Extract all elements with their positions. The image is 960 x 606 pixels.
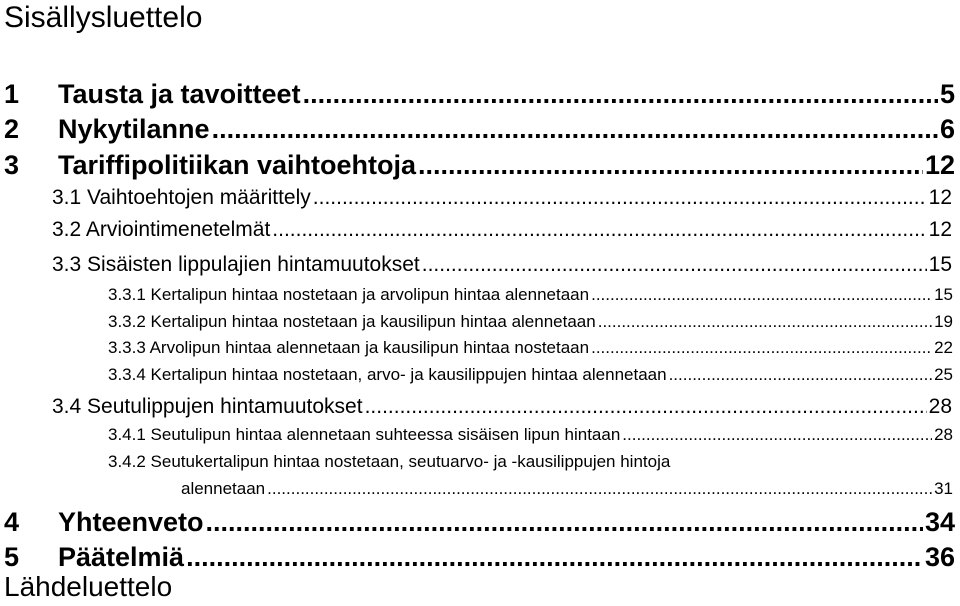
toc-label-continued: alennetaan xyxy=(181,479,266,498)
toc-number: 1 xyxy=(4,79,20,109)
toc-entry-3-3-2[interactable] xyxy=(108,310,953,334)
toc-leader xyxy=(303,77,938,111)
toc-entry-3-3-1[interactable] xyxy=(108,283,953,307)
toc-page: 6 xyxy=(939,114,955,144)
toc-number: 4 xyxy=(4,507,20,537)
toc-page: 22 xyxy=(934,338,953,357)
toc-number: 2 xyxy=(4,114,20,144)
toc-leader xyxy=(418,148,923,182)
toc-label: 3.1 Vaihtoehtojen määrittely xyxy=(52,186,311,209)
toc-entry-3-4-2-line1[interactable] xyxy=(108,450,953,474)
toc-label: 3.2 Arviointimenetelmät xyxy=(52,218,271,241)
toc-leader xyxy=(591,336,932,360)
toc-leader xyxy=(622,423,932,447)
toc-page: 34 xyxy=(924,507,955,537)
toc-page: 36 xyxy=(924,542,955,572)
toc-page: 31 xyxy=(934,479,953,498)
toc-number: 5 xyxy=(4,542,20,572)
toc-page: 28 xyxy=(928,395,952,418)
toc-label: 3.3.4 Kertalipun hintaa nostetaan, arvo- ja kausilippujen hintaa alennetaan xyxy=(108,365,667,384)
toc-entry-1[interactable] xyxy=(4,77,955,111)
toc-leader xyxy=(365,393,927,421)
toc-leader xyxy=(186,540,923,574)
toc-page: 15 xyxy=(928,253,952,276)
toc-label: 3.4.2 Seutukertalipun hintaa nostetaan, seutuarvo- ja -kausilippujen hintoja xyxy=(108,452,671,471)
toc-page: 12 xyxy=(928,186,952,209)
toc-label: 3.4.1 Seutulipun hintaa alennetaan suhteessa sisäisen lipun hintaan xyxy=(108,425,621,444)
toc-leader xyxy=(422,251,927,279)
toc-leader xyxy=(669,363,933,387)
toc-page: 25 xyxy=(934,365,953,384)
toc-entry-3[interactable] xyxy=(4,148,955,182)
toc-leader xyxy=(598,310,932,334)
toc-entry-4[interactable] xyxy=(4,505,955,539)
toc-entry-3-4-1[interactable] xyxy=(108,423,953,447)
toc-leader xyxy=(267,477,932,501)
page-title: Sisällysluettelo xyxy=(4,1,203,34)
toc-label: Päätelmiä xyxy=(58,542,185,572)
toc-entry-3-3[interactable] xyxy=(52,251,952,279)
toc-page: 12 xyxy=(924,150,955,180)
toc-leader xyxy=(591,283,932,307)
toc-leader xyxy=(212,112,938,146)
toc-leader xyxy=(313,184,927,212)
toc-leader xyxy=(272,216,926,244)
toc-page: 15 xyxy=(934,285,953,304)
toc-label: 3.3.3 Arvolipun hintaa alennetaan ja kausilipun hintaa nostetaan xyxy=(108,338,590,357)
toc-label: 3.3.1 Kertalipun hintaa nostetaan ja arvolipun hintaa alennetaan xyxy=(108,285,590,304)
toc-number: 3 xyxy=(4,150,20,180)
toc-label: Nykytilanne xyxy=(58,114,210,144)
toc-label: Tariffipolitiikan vaihtoehtoja xyxy=(58,150,417,180)
toc-label: 3.4 Seutulippujen hintamuutokset xyxy=(52,395,363,418)
toc-label: 3.3 Sisäisten lippulajien hintamuutokset xyxy=(52,253,420,276)
toc-label: Tausta ja tavoitteet xyxy=(58,79,301,109)
toc-label: Yhteenveto xyxy=(58,507,204,537)
toc-entry-3-1[interactable] xyxy=(52,184,952,212)
toc-entry-3-3-3[interactable] xyxy=(108,336,953,360)
toc-page: 12 xyxy=(928,218,952,241)
toc-entry-3-2[interactable] xyxy=(52,216,952,244)
toc-entry-3-3-4[interactable] xyxy=(108,363,953,387)
toc-page: 5 xyxy=(939,79,955,109)
toc-label: 3.3.2 Kertalipun hintaa nostetaan ja kausilipun hintaa alennetaan xyxy=(108,312,596,331)
toc-page: 28 xyxy=(934,425,953,444)
toc-page: 19 xyxy=(934,312,953,331)
toc-entry-2[interactable] xyxy=(4,112,955,146)
toc-leader xyxy=(206,505,923,539)
references-heading: Lähdeluettelo xyxy=(4,571,173,602)
toc-entry-3-4-2-line2[interactable] xyxy=(181,477,953,501)
toc-entry-3-4[interactable] xyxy=(52,393,952,421)
